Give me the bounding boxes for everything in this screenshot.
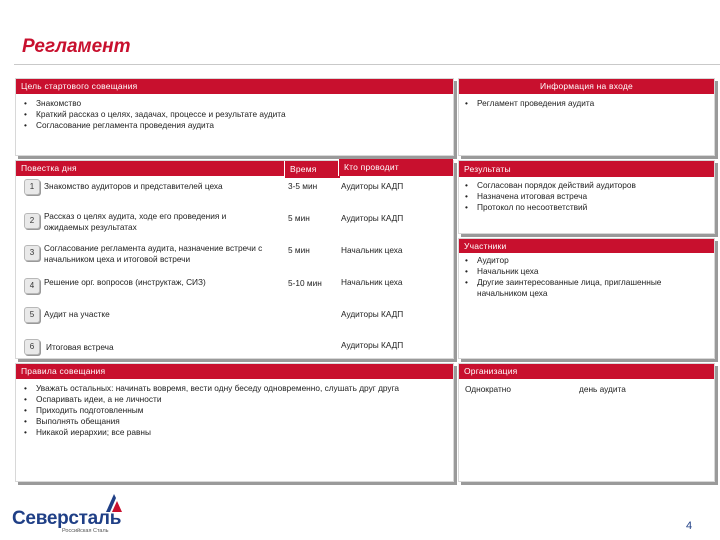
agenda-who-4: Начальник цеха: [341, 277, 403, 287]
agenda-number-2: 2: [24, 213, 40, 229]
page-title: Регламент: [22, 36, 131, 57]
agenda-number-3: 3: [24, 245, 40, 261]
agenda-time-header: Время: [284, 161, 340, 178]
info-panel: [458, 78, 715, 156]
list-item: • Начальник цеха: [463, 266, 683, 277]
participants-header: Участники: [459, 239, 714, 253]
agenda-who-6: Аудиторы КАДП: [341, 340, 404, 350]
agenda-number-1: 1: [24, 179, 40, 195]
goal-panel: [15, 78, 454, 156]
agenda-who-3: Начальник цеха: [341, 245, 403, 255]
agenda-topic-6: Итоговая встреча: [46, 342, 114, 352]
org-timing: день аудита: [579, 384, 626, 394]
results-header: Результаты: [459, 161, 714, 177]
agenda-number-4: 4: [24, 278, 40, 294]
org-panel: [458, 363, 715, 482]
agenda-time-1: 3-5 мин: [288, 181, 318, 191]
agenda-who-2: Аудиторы КАДП: [341, 213, 404, 223]
list-item: • Другие заинтересованные лица, приглашенные начальником цеха: [463, 277, 683, 299]
org-frequency: Однократно: [465, 384, 511, 394]
logo-wordmark: Северсталь: [12, 508, 122, 529]
agenda-topic-1: Знакомство аудиторов и представителей цеха: [44, 181, 223, 191]
info-list: [463, 98, 708, 109]
list-item: • Приходить подготовленным: [22, 405, 447, 416]
agenda-who-1: Аудиторы КАДП: [341, 181, 404, 191]
list-item: • Аудитор: [463, 255, 683, 266]
agenda-topic-5: Аудит на участке: [44, 309, 110, 319]
goal-list: [22, 98, 442, 131]
participants-panel: [458, 238, 715, 359]
org-header: Организация: [459, 364, 714, 379]
list-item: • Знакомство: [22, 98, 442, 109]
goal-header: Цель стартового совещания: [16, 79, 453, 94]
agenda-time-2: 5 мин: [288, 213, 310, 223]
list-item: • Никакой иерархии; все равны: [22, 427, 447, 438]
agenda-time-3: 5 мин: [288, 245, 310, 255]
list-item: • Согласование регламента проведения аудита: [22, 120, 442, 131]
list-item: • Уважать остальных: начинать вовремя, вести одну беседу одновременно, слушать друг друга: [22, 383, 447, 394]
agenda-topic-3: Согласование регламента аудита, назначение встречи с начальником цеха и итоговой встречи: [44, 243, 263, 264]
list-item: • Краткий рассказ о целях, задачах, процессе и результате аудита: [22, 109, 442, 120]
rules-panel: [15, 363, 454, 482]
agenda-panel: [15, 160, 454, 359]
list-item: • Назначена итоговая встреча: [463, 191, 708, 202]
rules-list: [22, 383, 447, 438]
results-list: [463, 180, 708, 213]
list-item: • Оспаривать идеи, а не личности: [22, 394, 447, 405]
list-item: • Регламент проведения аудита: [463, 98, 708, 109]
logo-subtitle: Российская Сталь: [62, 528, 109, 534]
agenda-number-6: 6: [24, 339, 40, 355]
participants-list: [463, 255, 683, 299]
list-item: • Выполнять обещания: [22, 416, 447, 427]
list-item: • Протокол по несоответствий: [463, 202, 708, 213]
page-number: 4: [686, 520, 693, 532]
agenda-who-5: Аудиторы КАДП: [341, 309, 404, 319]
rules-header: Правила совещания: [16, 364, 453, 379]
list-item: • Согласован порядок действий аудиторов: [463, 180, 708, 191]
agenda-time-4: 5-10 мин: [288, 278, 322, 288]
agenda-who-header: Кто проводит: [338, 159, 453, 176]
agenda-topic-2: Рассказ о целях аудита, ходе его проведения и ожидаемых результатах: [44, 211, 227, 232]
agenda-topic-4: Решение орг. вопросов (инструктаж, СИЗ): [44, 277, 206, 287]
agenda-number-5: 5: [24, 307, 40, 323]
info-header: Информация на входе: [459, 79, 714, 94]
agenda-header: Повестка дня: [16, 161, 453, 176]
results-panel: [458, 160, 715, 234]
title-divider: [14, 64, 720, 65]
